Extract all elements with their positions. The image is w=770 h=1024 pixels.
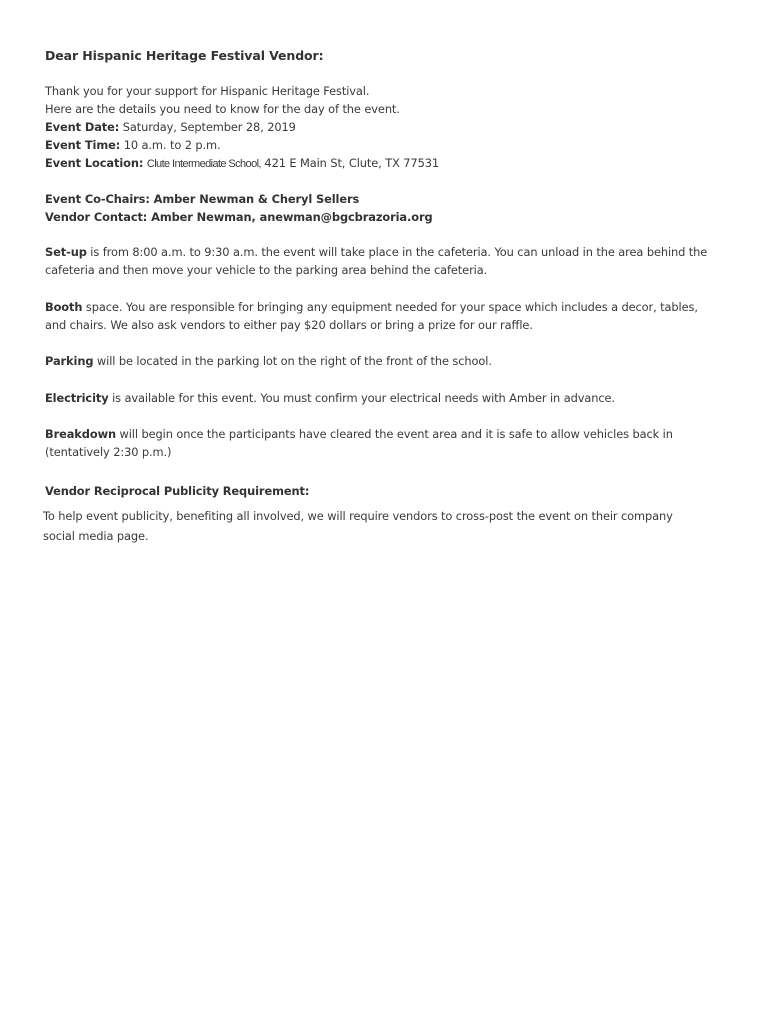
event-time-label: Event Time:: [45, 138, 121, 152]
booth-text: space. You are responsible for bringing any equipment needed for your space which includes a decor, tables,: [85, 300, 698, 314]
event-date-row: [45, 120, 296, 135]
event-location-row: [45, 156, 439, 172]
event-time-value: 10 a.m. to 2 p.m.: [123, 138, 221, 152]
publicity-heading: Vendor Reciprocal Publicity Requirement:: [45, 484, 310, 498]
parking-text: will be located in the parking lot on the right of the front of the school.: [96, 354, 492, 368]
event-time-row: [45, 138, 221, 153]
event-location-label: Event Location:: [45, 156, 144, 170]
electricity-line: [45, 391, 615, 406]
event-location-venue: Clute Intermediate School,: [146, 158, 261, 170]
publicity-line-2: social media page.: [43, 529, 149, 543]
breakdown-line-1: [45, 427, 673, 442]
event-date-value: Saturday, September 28, 2019: [122, 120, 296, 134]
event-date-label: Event Date:: [45, 120, 120, 134]
setup-text: is from 8:00 a.m. to 9:30 a.m. the event will take place in the cafeteria. You can unload in the area behind the: [90, 245, 708, 259]
electricity-label: Electricity: [45, 391, 109, 405]
salutation: Dear Hispanic Heritage Festival Vendor:: [45, 48, 324, 63]
vendor-contact: Vendor Contact: Amber Newman, anewman@bgcbrazoria.org: [45, 210, 433, 224]
booth-line-1: [45, 300, 698, 315]
publicity-line-1: To help event publicity, benefiting all involved, we will require vendors to cross-post the event on their company: [43, 509, 673, 523]
setup-label: Set-up: [45, 245, 87, 259]
parking-line: [45, 354, 492, 369]
setup-line-1: [45, 245, 707, 260]
intro-line-1: Thank you for your support for Hispanic Heritage Festival.: [45, 84, 370, 98]
booth-line-2: and chairs. We also ask vendors to either pay $20 dollars or bring a prize for our raffle.: [45, 318, 533, 332]
booth-label: Booth: [45, 300, 83, 314]
event-co-chairs: Event Co-Chairs: Amber Newman & Cheryl Sellers: [45, 192, 360, 206]
breakdown-line-2: (tentatively 2:30 p.m.): [45, 445, 172, 459]
electricity-text: is available for this event. You must confirm your electrical needs with Amber in advance.: [112, 391, 615, 405]
intro-line-2: Here are the details you need to know for the day of the event.: [45, 102, 400, 116]
setup-line-2: cafeteria and then move your vehicle to the parking area behind the cafeteria.: [45, 263, 488, 277]
event-location-address: 421 E Main St, Clute, TX 77531: [264, 156, 440, 170]
breakdown-label: Breakdown: [45, 427, 116, 441]
parking-label: Parking: [45, 354, 94, 368]
breakdown-text: will begin once the participants have cleared the event area and it is safe to allow vehicles back in: [119, 427, 673, 441]
